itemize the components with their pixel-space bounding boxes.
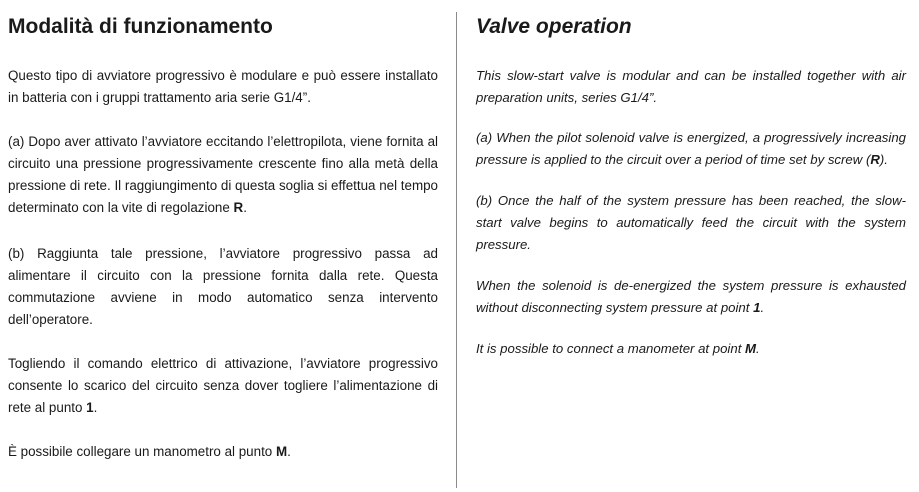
english-paragraph-5-end: .	[756, 341, 760, 356]
english-paragraph-2-bold: R	[870, 152, 880, 167]
italian-paragraph-4-end: .	[93, 400, 98, 415]
english-paragraph-2-end: ).	[879, 152, 888, 167]
english-paragraph-5-bold: M	[745, 341, 757, 356]
italian-paragraph-5	[8, 441, 438, 463]
italian-paragraph-2-end: .	[243, 200, 247, 215]
italian-paragraph-4-bold: 1	[86, 400, 94, 415]
english-paragraph-4	[476, 275, 906, 319]
column-divider	[456, 12, 457, 488]
italian-paragraph-2-text: (a) Dopo aver attivato l’avviatore eccitando l’elettropilota, viene fornita al circuito una pressione progressivamente crescente fino alla metà della pressione di rete. Il raggiungimento di questa soglia si effettua nel tempo determinato con la vite di regolazione	[8, 134, 439, 215]
english-paragraph-1: This slow-start valve is modular and can be installed together with air preparation units, series G1/4”.	[476, 68, 906, 105]
english-paragraph-4-bold: 1	[753, 300, 761, 315]
italian-paragraph-4-text: Togliendo il comando elettrico di attivazione, l’avviatore progressivo consente lo scarico del circuito senza dover togliere l’alimentazione di rete al punto	[8, 356, 438, 415]
english-paragraph-2	[476, 127, 906, 171]
english-paragraph-4-text: When the solenoid is de-energized the system pressure is exhausted without disconnecting system pressure at point	[476, 278, 906, 315]
english-paragraph-4-end: .	[760, 300, 765, 315]
italian-paragraph-1: Questo tipo di avviatore progressivo è modulare e può essere installato in batteria con i gruppi trattamento aria serie G1/4”.	[8, 68, 438, 105]
italian-paragraph-5-end: .	[287, 444, 291, 459]
italian-paragraph-3: (b) Raggiunta tale pressione, l’avviatore progressivo passa ad alimentare il circuito con la pressione fornita dalla rete. Questa commutazione avviene in modo automatico senza intervento dell’operatore.	[8, 246, 438, 327]
english-paragraph-2-text: (a) When the pilot solenoid valve is energized, a progressively increasing pressure is applied to the circuit over a period of time set by screw (	[476, 130, 906, 167]
english-paragraph-3: (b) Once the half of the system pressure has been reached, the slow-start valve begins to automatically feed the circuit with the system pressure.	[476, 193, 906, 252]
english-paragraph-5-text: It is possible to connect a manometer at point	[476, 341, 746, 356]
italian-paragraph-4	[8, 353, 438, 419]
italian-paragraph-2-bold: R	[233, 200, 244, 215]
italian-title: Modalità di funzionamento	[8, 15, 273, 38]
italian-paragraph-2	[8, 131, 438, 219]
italian-paragraph-5-bold: M	[275, 444, 288, 459]
italian-paragraph-5-text: È possibile collegare un manometro al punto	[8, 444, 276, 459]
english-paragraph-5	[476, 338, 906, 360]
english-title: Valve operation	[476, 15, 632, 38]
